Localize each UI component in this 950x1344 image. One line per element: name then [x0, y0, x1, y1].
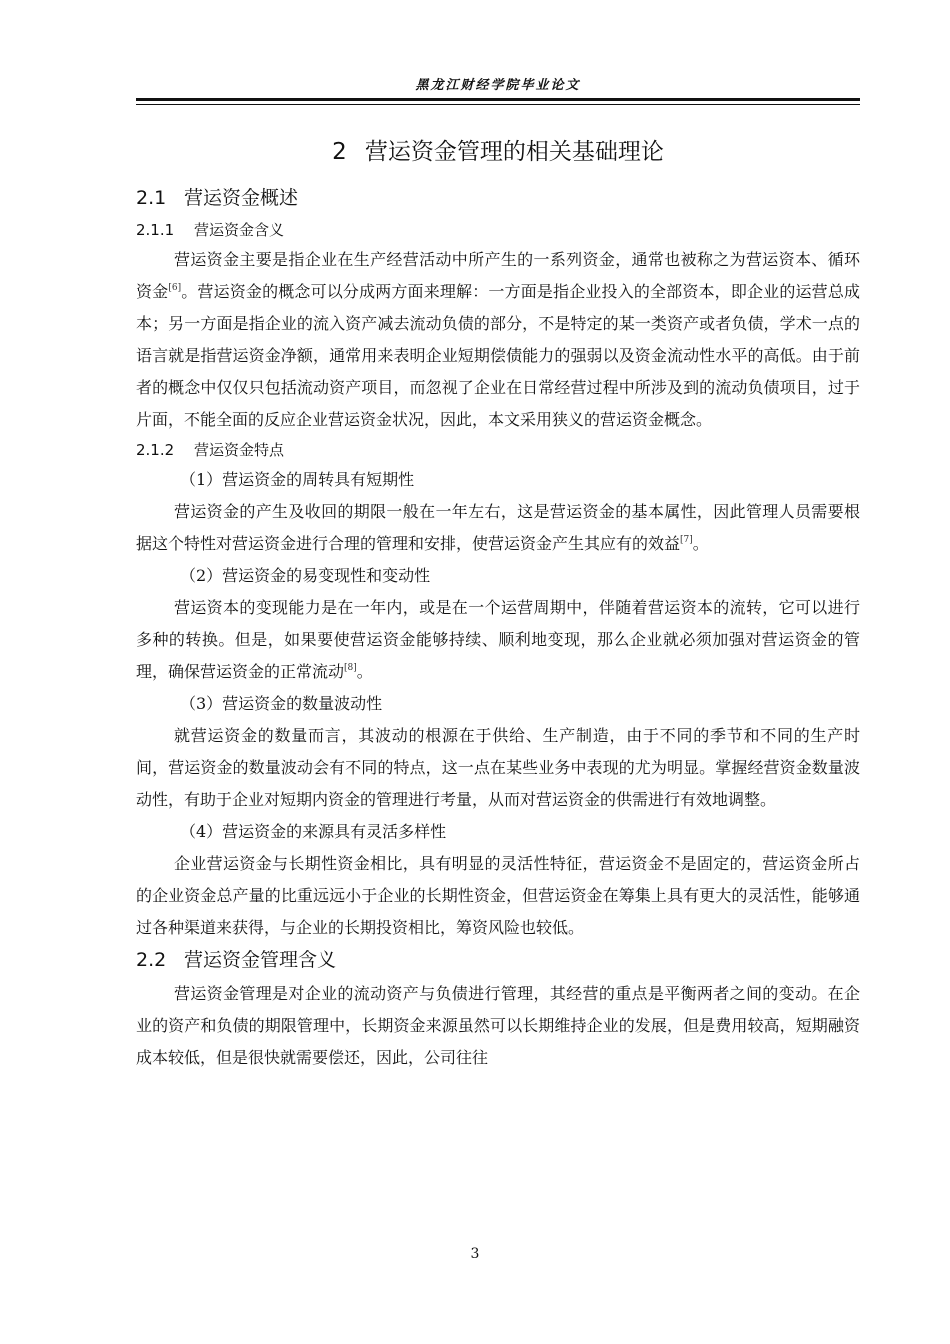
citation-marker: [8]	[344, 663, 357, 673]
subsection-heading-2-1-2	[136, 436, 860, 464]
paragraph-text: 营运资本的变现能力是在一年内，或是在一个运营周期中，伴随着营运资本的流转，它可以进行多种的转换。但是，如果要使营运资金能够持续、顺利地变现，那么企业就必须加强对营运资金的管理，确保营运资金的正常流动	[136, 598, 860, 681]
chapter-title: 营运资金管理的相关基础理论	[364, 139, 664, 165]
section-number: 2.1	[136, 187, 167, 209]
feature-item-4: （4）营运资金的来源具有灵活多样性	[180, 822, 447, 841]
running-header: 黑龙江财经学院毕业论文	[415, 78, 581, 93]
paragraph-text: 营运资金主要是指企业在生产经营活动中所产生的一系列资金，通常也被称之为营运资本、循环资金	[136, 250, 860, 301]
paragraph-management: 营运资金管理是对企业的流动资产与负债进行管理，其经营的重点是平衡两者之间的变动。在企业的资产和负债的期限管理中，长期资金来源虽然可以长期维持企业的发展，但是费用较高，短期融资成本较低，但是很快就需要偿还，因此，公司往往	[136, 984, 860, 1067]
subsection-number: 2.1.1	[136, 221, 175, 239]
section-number: 2.2	[136, 949, 167, 971]
subsection-title: 营运资金含义	[194, 221, 285, 239]
section-title: 营运资金管理含义	[184, 949, 337, 971]
feature-item-3: （3）营运资金的数量波动性	[180, 694, 383, 713]
paragraph-definition	[136, 244, 860, 436]
citation-marker: [6]	[168, 283, 182, 293]
paragraph-feature-1	[136, 496, 860, 560]
subsection-number: 2.1.2	[136, 441, 175, 459]
header-rule-thin	[136, 104, 860, 105]
page-number: 3	[470, 1246, 480, 1262]
paragraph-text: 。	[692, 534, 709, 553]
paragraph-feature-4: 企业营运资金与长期性资金相比，具有明显的灵活性特征，营运资金不是固定的，营运资金所占的企业资金总产量的比重远远小于企业的长期性资金，但营运资金在筹集上具有更大的灵活性，能够通过各种渠道来获得，与企业的长期投资相比，筹资风险也较低。	[136, 854, 860, 937]
paragraph-text: 。	[356, 662, 373, 681]
section-heading-2-1	[136, 182, 860, 214]
header-rule-thick	[136, 98, 860, 101]
section-title: 营运资金概述	[184, 187, 299, 209]
paragraph-feature-2	[136, 592, 860, 688]
section-heading-2-2	[136, 944, 860, 976]
citation-marker: [7]	[680, 535, 693, 545]
feature-item-1: （1）营运资金的周转具有短期性	[180, 470, 415, 489]
subsection-heading-2-1-1	[136, 216, 860, 244]
paragraph-text: 。营运资金的概念可以分成两方面来理解：一方面是指企业投入的全部资本，即企业的运营总成本；另一方面是指企业的流入资产减去流动负债的部分，不是特定的某一类资产或者负债，学术一点的语言就是指营运资金净额，通常用来表明企业短期偿债能力的强弱以及资金流动性水平的高低。由于前者的概念中仅仅只包括流动资产项目，而忽视了企业在日常经营过程中所涉及到的流动负债项目，过于片面，不能全面的反应企业营运资金状况，因此，本文采用狭义的营运资金概念。	[136, 282, 860, 429]
chapter-heading	[136, 134, 860, 170]
chapter-number: 2	[332, 139, 347, 165]
page-body	[136, 128, 860, 1074]
paragraph-text: 营运资金的产生及收回的期限一般在一年左右，这是营运资金的基本属性，因此管理人员需要根据这个特性对营运资金进行合理的管理和安排，使营运资金产生其应有的效益	[136, 502, 860, 553]
paragraph-feature-3: 就营运资金的数量而言，其波动的根源在于供给、生产制造，由于不同的季节和不同的生产时间，营运资金的数量波动会有不同的特点，这一点在某些业务中表现的尤为明显。掌握经营资金数量波动性，有助于企业对短期内资金的管理进行考量，从而对营运资金的供需进行有效地调整。	[136, 726, 860, 809]
feature-item-2: （2）营运资金的易变现性和变动性	[180, 566, 431, 585]
subsection-title: 营运资金特点	[194, 441, 285, 459]
